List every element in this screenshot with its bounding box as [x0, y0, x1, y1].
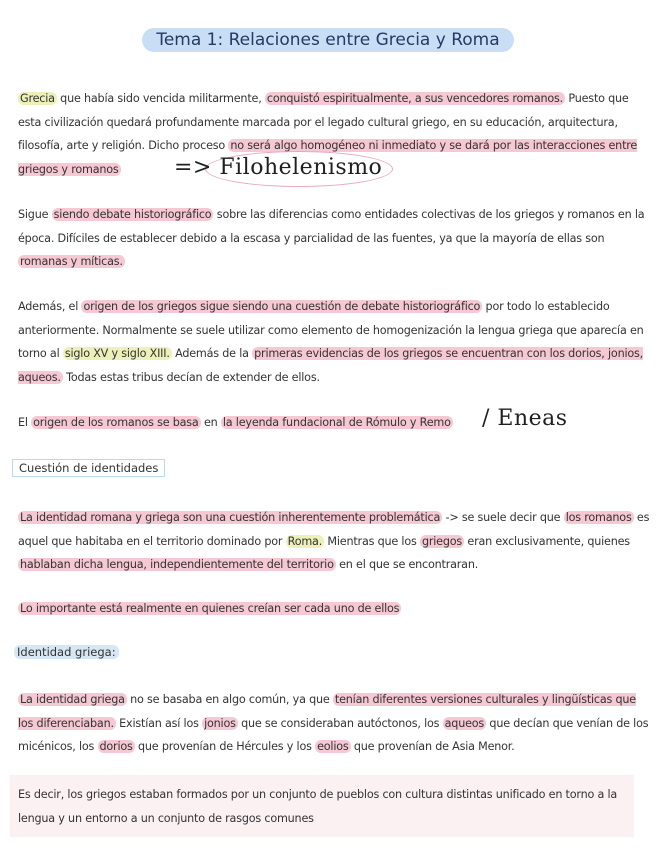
- paragraph-7-text-b: Existían así los: [115, 716, 203, 730]
- paragraph-2: [18, 203, 650, 274]
- section-heading-identidades: Cuestión de identidades: [12, 459, 165, 477]
- paragraph-2-text-a: Sigue: [18, 208, 52, 221]
- paragraph-1-text-b: Puesto que esta civilización quedará profundamente marcada por el legado cultural griego, en su educación, arquitectura, filosofía, arte y religión. Dicho proceso: [18, 92, 629, 152]
- highlight-identidad-griega: La identidad griega: [20, 693, 125, 706]
- section-heading-identidad-griega-text: Identidad griega:: [14, 645, 119, 659]
- highlight-identidad-problematica: La identidad romana y griega son una cuestión inherentemente problemática: [20, 511, 441, 524]
- paragraph-7-text-a: no se basaba en algo común, ya que: [126, 693, 333, 706]
- highlight-dorios: dorios: [99, 740, 133, 753]
- annotation-filohelenismo-text: Filohelenismo: [219, 155, 383, 180]
- paragraph-4-text-a: El: [18, 416, 32, 429]
- highlight-aqueos: aqueos: [444, 716, 485, 730]
- highlight-primeras-evidencias: primeras evidencias de los griegos se encuentran con los dorios, jonios, aqueos.: [18, 347, 644, 384]
- paragraph-7-text-e: que provenían de Hércules y los: [134, 740, 316, 753]
- highlight-roma: Roma.: [287, 534, 323, 548]
- highlight-siglos: siglo XV y siglo XIII.: [64, 347, 170, 360]
- paragraph-3-text-a: Además, el: [18, 300, 82, 313]
- paragraph-3: [18, 295, 650, 389]
- paragraph-5-text-d: eran exclusivamente, quienes: [464, 534, 630, 548]
- highlight-jonios: jonios: [204, 716, 236, 730]
- paragraph-7-text-f: que provenían de Asia Menor.: [350, 740, 515, 753]
- paragraph-4-text-b: en: [200, 416, 221, 429]
- highlight-leyenda-fundacional: la leyenda fundacional de Rómulo y Remo: [222, 416, 451, 429]
- section-heading-identidad-griega: [14, 645, 119, 659]
- paragraph-5-text-c: Mientras que los: [324, 534, 420, 548]
- highlight-griegos: griegos: [421, 534, 463, 548]
- paragraph-5: [18, 506, 650, 577]
- arrow-icon: =>: [174, 155, 212, 180]
- highlight-romanas-miticas: romanas y míticas.: [20, 255, 123, 268]
- paragraph-4: [18, 411, 468, 435]
- paragraph-7: [18, 688, 650, 759]
- paragraph-5-text-b: es aquel que habitaba en el territorio dominado por: [18, 511, 650, 548]
- highlight-debate-historiografico: siendo debate historiográfico: [53, 208, 212, 221]
- highlight-origen-romanos: origen de los romanos se basa: [33, 416, 199, 429]
- paragraph-2-text-b: sobre las diferencias como entidades colectivas de los griegos y romanos en la época. Difíciles de establecer debido a la escasa y parcialidad de las fuentes, ya que la mayoría de ellas son: [18, 208, 645, 245]
- paragraph-8: Es decir, los griegos estaban formados por un conjunto de pueblos con cultura distintas unificado en torno a la lengua y un entorno a un conjunto de rasgos comunes: [18, 788, 618, 825]
- paragraph-3-text-d: Todas estas tribus decían de extender de ellos.: [62, 370, 320, 384]
- paragraph-7-text-c: que se consideraban autóctonos, los: [237, 716, 443, 730]
- paragraph-3-text-b: por todo lo establecido anteriormente. Normalmente se suele utilizar como elemento de homogenización la lengua griega que aparecía en torno al: [18, 300, 644, 360]
- highlight-conquisto: conquistó espiritualmente, a sus vencedores romanos.: [266, 92, 564, 105]
- paragraph-7-text-d: que decían que venían de los micénicos, los: [18, 716, 649, 753]
- page-title: Tema 1: Relaciones entre Grecia y Roma: [142, 28, 513, 52]
- highlight-no-homogeneo: no será algo homogéneo ni inmediato y se dará por las interacciones entre griegos y romanos: [18, 139, 638, 176]
- highlight-eolios: eolios: [317, 740, 349, 753]
- handwritten-annotation-filohelenismo: [174, 155, 382, 180]
- paragraph-3-text-c: Además de la: [171, 347, 253, 360]
- highlight-los-romanos: los romanos: [565, 511, 632, 524]
- highlight-hablaban-lengua: hablaban dicha lengua, independientemente del territorio: [20, 558, 334, 571]
- paragraph-6: [18, 597, 650, 621]
- highlight-grecia: Grecia: [20, 92, 55, 105]
- handwritten-annotation-eneas: / Eneas: [482, 406, 568, 431]
- highlight-lo-importante: Lo importante está realmente en quienes creían ser cada uno de ellos: [20, 602, 400, 615]
- paragraph-5-text-a: -> se suele decir que: [442, 511, 564, 524]
- title-container: [0, 28, 656, 52]
- paragraph-1-text-a: que había sido vencida militarmente,: [56, 92, 265, 105]
- highlight-diferentes-versiones: tenían diferentes versiones culturales y lingüísticas que los diferenciaban.: [18, 693, 636, 730]
- paragraph-5-text-e: en el que se encontraran.: [335, 558, 479, 571]
- highlight-origen-griegos: origen de los griegos sigue siendo una cuestión de debate historiográfico: [83, 300, 481, 313]
